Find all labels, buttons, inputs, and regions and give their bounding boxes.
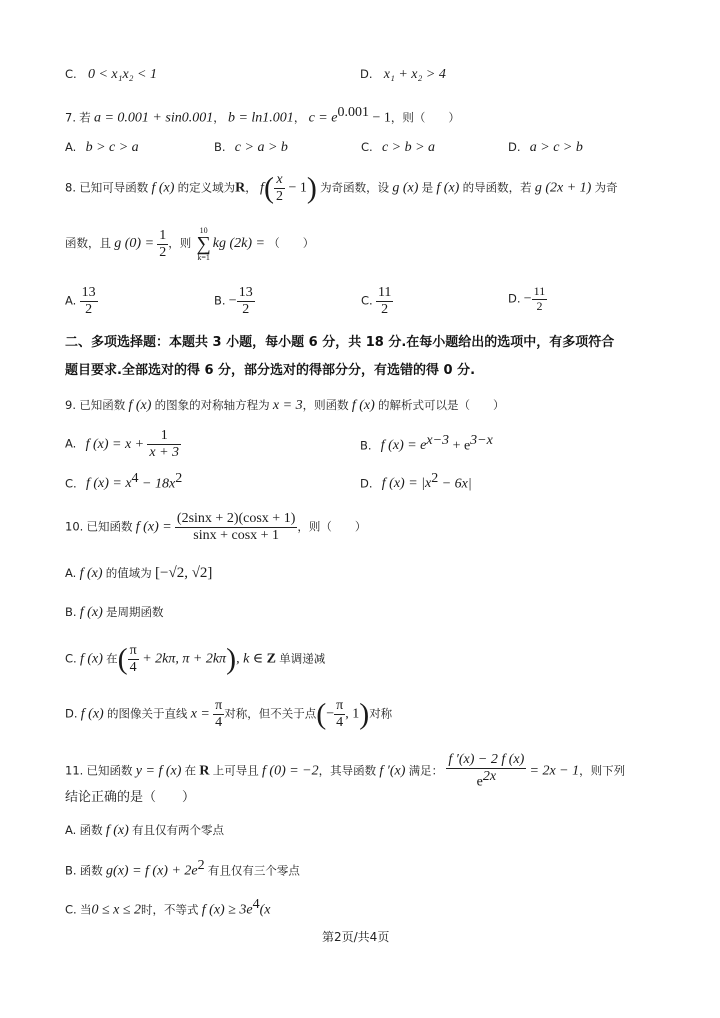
q11-fraction: $\frac{f '(x) - 2 f (x)}{e^{2x}}$ <box>448 752 525 790</box>
q9-stem: 9. 已知函数 f (x) 的图象的对称轴方程为 x = 3，则函数 f (x) 的解析式可以是（ ） <box>65 398 505 413</box>
q9-option-c: C. f $(x) = x^4 - 18x^2$ <box>65 471 183 492</box>
q10-stem: 10. 已知函数 f (x) = $\frac{(2\sin x + 2)(\cos x + 1)}{\sin x + \cos x + 1}$ ，则（ ） <box>65 511 367 544</box>
q11-option-b: B. 函数 g(x) = f $(x) + 2e^2$ 有且仅有三个零点 <box>65 858 300 879</box>
q6-option-d: D. x₁ + x₂ > 4 <box>360 67 446 82</box>
q9-option-d: D. f $(x) = |x^2 - 6x|$ <box>360 471 472 492</box>
q7-option-b: B. c > a > b <box>214 140 288 155</box>
q11-stem-line1: 11. 已知函数 y = f (x) 在 R 上可导且 f (0) = −2，其导函数 f ′(x) 满足： $\frac{f '(x) - 2 f (x)}{e^{2x}}$ = 2x − 1，则下列 <box>65 752 626 790</box>
q9-option-b: B. f $(x) = e^{x-3} + e^{3-x}$ <box>360 433 493 454</box>
q11-stem-line2: 结论正确的是（ ） <box>65 789 196 804</box>
q8-fraction: $\frac{x}{2}$ <box>275 172 283 205</box>
q8-summation: 10 ∑ k=1 <box>196 226 211 263</box>
q8-option-b: B. − $\frac{13}{2}$ <box>214 285 253 318</box>
q9-option-a: A. f (x) = x + $\frac{1}{x + 3}$ <box>65 428 180 461</box>
q8-stem-line2: 函数，且 g (0) = $\frac{1}{2}$ ，则 10 ∑ k=1 kg (2k) = （ ） <box>65 226 315 263</box>
q8-stem-line1: 8. 已知可导函数 f (x) 的定义域为R， f( $\frac{x}{2}$ − 1) 为奇函数，设 g (x) 是 f (x) 的导函数，若 g (2x + 1) 为奇 <box>65 171 618 205</box>
q10-option-c: C. f (x) 在( $\frac{\pi}{4}$ + 2kπ, π + 2kπ), k ∈ Z 单调递减 <box>65 642 326 676</box>
section-2-heading-cont: 题目要求.全部选对的得 6 分，部分选对的得部分分，有选错的得 0 分. <box>65 363 476 378</box>
q7-option-a: A. b > c > a <box>65 140 139 155</box>
q8-half-fraction: $\frac{1}{2}$ <box>159 227 167 260</box>
q11-option-a: A. 函数 f (x) 有且仅有两个零点 <box>65 823 225 838</box>
q11-option-c: C. 当0 ≤ x ≤ 2时，不等式 f $(x) \ge 3e^4(x$ <box>65 897 271 918</box>
q7-stem: 7. 若 a = 0.001 + sin0.001， b = ln1.001， $c = e^{0.001} - 1$，则（ ） <box>65 105 460 126</box>
q7-option-d: D. a > c > b <box>508 140 583 155</box>
q8-option-a: A. $\frac{13}{2}$ <box>65 285 96 318</box>
q10-option-d: D. f (x) 的图像关于直线 x = $\frac{\pi}{4}$ 对称，但不关于点(− $\frac{\pi}{4}$ , 1)对称 <box>65 697 393 731</box>
q8-option-d: D. − $\frac{11}{2}$ <box>508 284 546 313</box>
q7-option-c: C. c > b > a <box>361 140 436 155</box>
section-2-heading: 二、多项选择题：本题共 3 小题，每小题 6 分，共 18 分.在每小题给出的选项中，有多项符合 <box>65 335 615 350</box>
page-number: 第2页/共4页 <box>322 930 390 944</box>
q10-option-a: A. f (x) 的值域为 [−√2, √2] <box>65 565 213 581</box>
q6-option-c: C. 0 < x₁x₂ < 1 <box>65 67 157 82</box>
q10-option-b: B. f (x) 是周期函数 <box>65 605 164 620</box>
q8-option-c: C. $\frac{11}{2}$ <box>361 285 392 318</box>
q10-fraction: $\frac{(2\sin x + 2)(\cos x + 1)}{\sin x + \cos x + 1}$ <box>176 511 296 544</box>
